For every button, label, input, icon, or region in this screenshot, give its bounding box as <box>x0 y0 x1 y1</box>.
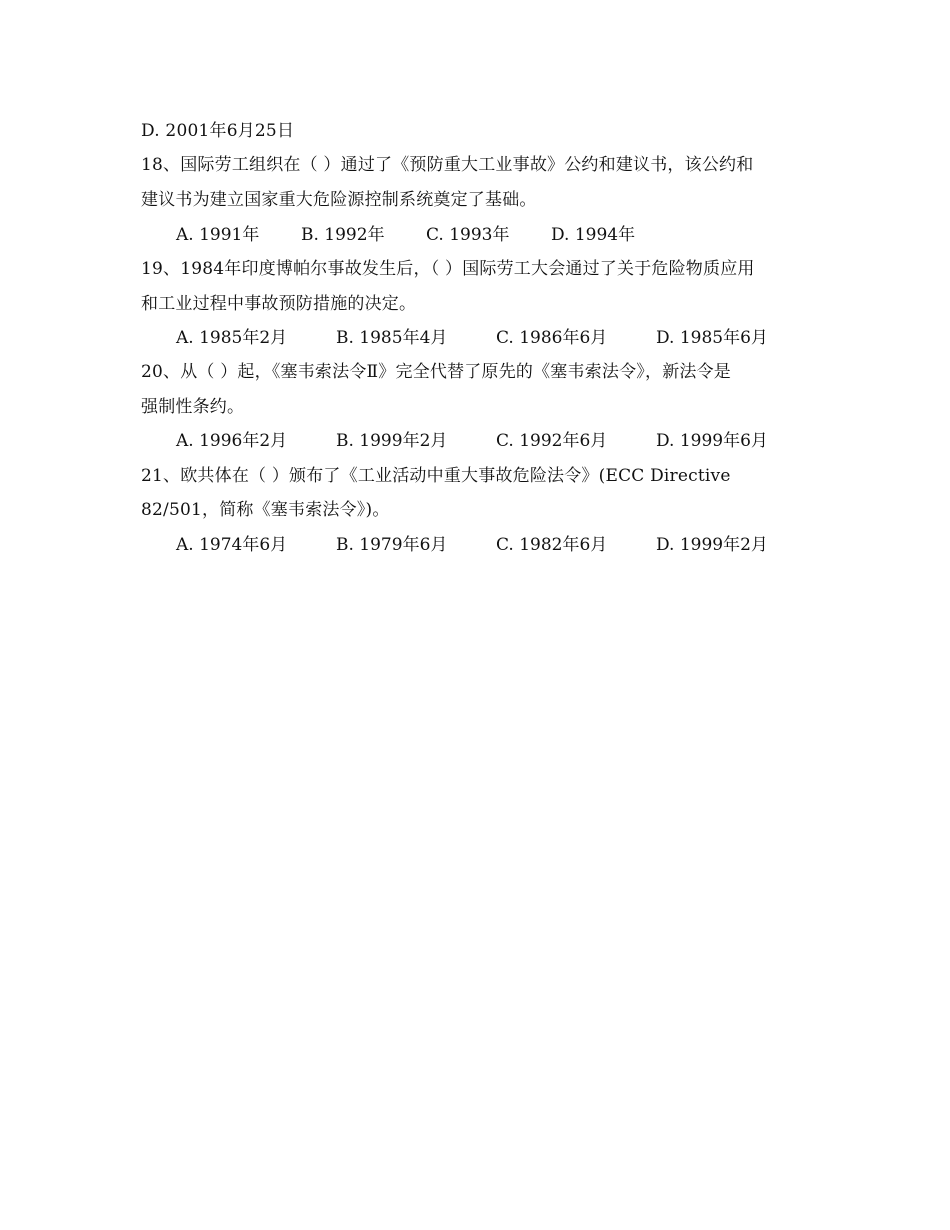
question-19-line-2: 和工业过程中事故预防措施的决定。 <box>141 294 417 314</box>
question-20-option-a: A. 1996年2月 <box>176 431 288 451</box>
question-18-option-c: C. 1993年 <box>426 225 510 245</box>
previous-option-text: D. 2001年6月25日 <box>141 121 295 141</box>
question-20-option-c: C. 1992年6月 <box>496 431 608 451</box>
question-19-line-1: 19、1984年印度博帕尔事故发生后，（ ）国际劳工大会通过了关于危险物质应用 <box>141 259 755 279</box>
question-19-option-b: B. 1985年4月 <box>336 328 448 348</box>
question-20-option-d: D. 1999年6月 <box>656 431 768 451</box>
question-19-option-a: A. 1985年2月 <box>176 328 288 348</box>
question-20-option-b: B. 1999年2月 <box>336 431 448 451</box>
question-18-option-b: B. 1992年 <box>301 225 385 245</box>
question-18-option-d: D. 1994年 <box>551 225 636 245</box>
question-21-line-1: 21、欧共体在（ ）颁布了《工业活动中重大事故危险法令》(ECC Directive <box>141 466 731 486</box>
question-19-option-c: C. 1986年6月 <box>496 328 608 348</box>
question-20-line-1: 20、从（ ）起，《塞韦索法令Ⅱ》完全代替了原先的《塞韦索法令》，新法令是 <box>141 362 731 382</box>
question-18-line-2: 建议书为建立国家重大危险源控制系统奠定了基础。 <box>141 190 537 210</box>
question-21-option-c: C. 1982年6月 <box>496 535 608 555</box>
question-21-option-a: A. 1974年6月 <box>176 535 288 555</box>
question-21-line-2: 82/501，简称《塞韦索法令》)。 <box>141 500 390 520</box>
question-20-line-2: 强制性条约。 <box>141 397 245 417</box>
question-18-line-1: 18、国际劳工组织在（ ）通过了《预防重大工业事故》公约和建议书，该公约和 <box>141 155 754 175</box>
question-19-option-d: D. 1985年6月 <box>656 328 768 348</box>
question-21-option-b: B. 1979年6月 <box>336 535 448 555</box>
question-18-option-a: A. 1991年 <box>176 225 260 245</box>
question-21-option-d: D. 1999年2月 <box>656 535 768 555</box>
